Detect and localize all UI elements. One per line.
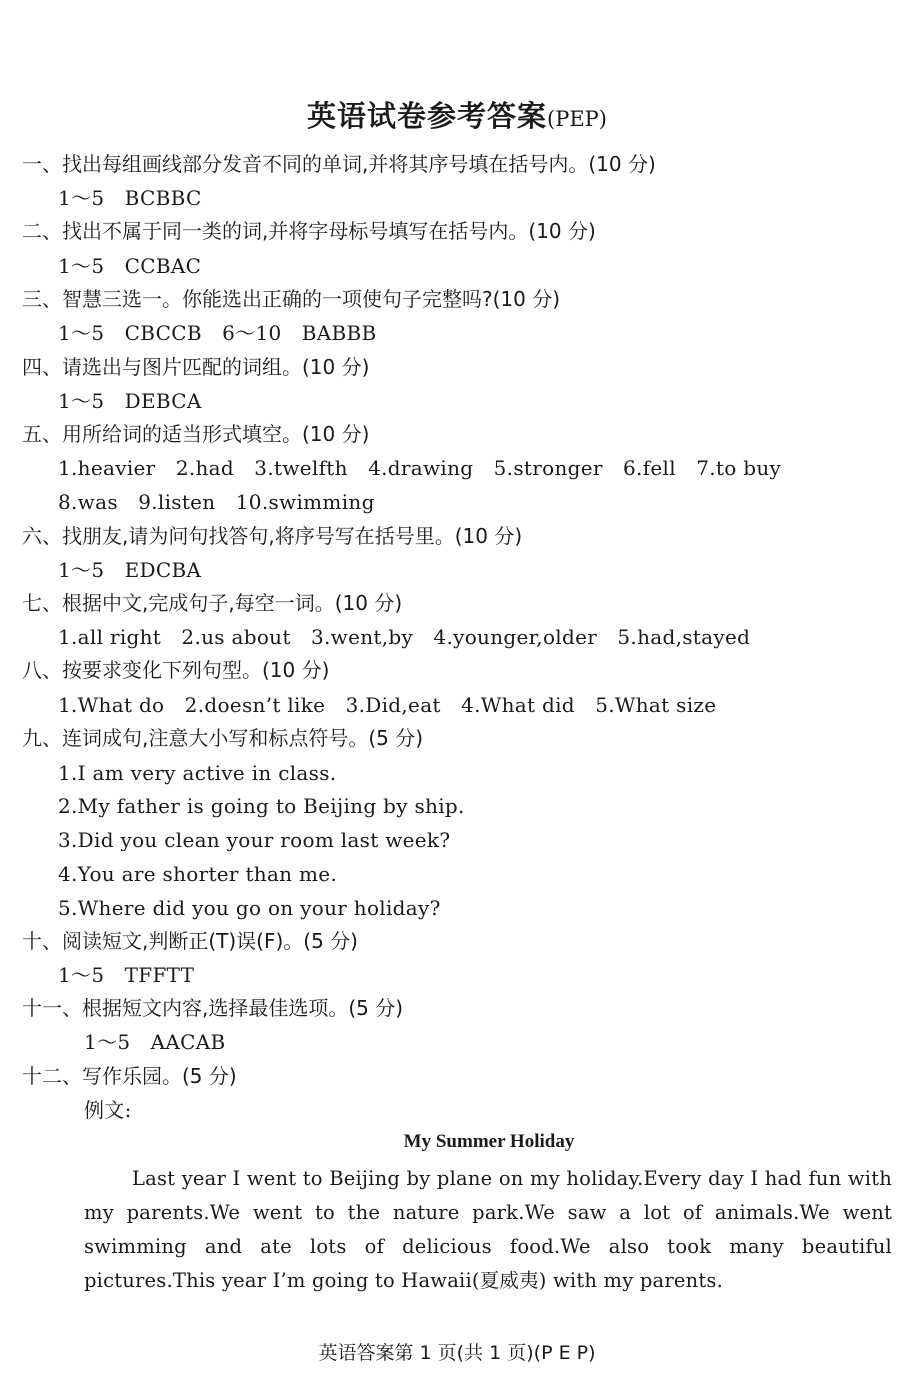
section-heading-5: 五、用所给词的适当形式填空。(10 分) [22, 422, 370, 446]
section-answer-9b: 2.My father is going to Beijing by ship. [58, 794, 465, 818]
section-answer-9e: 5.Where did you go on your holiday? [58, 896, 441, 920]
section-answer-8: 1.What do 2.doesn’t like 3.Did,eat 4.What did 5.What size [58, 693, 717, 717]
essay-body: Last year I went to Beijing by plane on my holiday.Every day I had fun with my parents.We went to the nature park.We saw a lot of animals.We went swimming and ate lots of delicious food.We also took many beautiful pictures.This year I’m going to Hawaii(夏威夷) with my parents. [84, 1167, 892, 1292]
essay-title: My Summer Holiday [403, 1131, 575, 1152]
section-answer-9d: 4.You are shorter than me. [58, 862, 338, 886]
section-answer-7: 1.all right 2.us about 3.went,by 4.younger,older 5.had,stayed [58, 625, 751, 649]
section-heading-12: 十二、写作乐园。(5 分) [22, 1064, 237, 1088]
page-footer: 英语答案第 1 页(共 1 页)(P E P) [318, 1342, 596, 1364]
title-sub: (PEP) [547, 107, 607, 131]
section-answer-5a: 1.heavier 2.had 3.twelfth 4.drawing 5.stronger 6.fell 7.to buy [58, 456, 782, 480]
section-heading-3: 三、智慧三选一。你能选出正确的一项使句子完整吗?(10 分) [22, 287, 561, 311]
section-answer-11: 1～5 AACAB [84, 1030, 226, 1054]
section-heading-8: 八、按要求变化下列句型。(10 分) [22, 658, 330, 682]
section-answer-9c: 3.Did you clean your room last week? [58, 828, 451, 852]
title-main: 英语试卷参考答案 [307, 99, 548, 133]
section-heading-10: 十、阅读短文,判断正(T)误(F)。(5 分) [22, 929, 358, 953]
page-title [0, 94, 914, 135]
section-heading-7: 七、根据中文,完成句子,每空一词。(10 分) [22, 591, 403, 615]
section-answer-5b: 8.was 9.listen 10.swimming [58, 490, 375, 514]
section-answer-6: 1～5 EDCBA [58, 558, 202, 582]
section-answer-4: 1～5 DEBCA [58, 389, 202, 413]
section-answer-2: 1～5 CCBAC [58, 254, 202, 278]
section-heading-9: 九、连词成句,注意大小写和标点符号。(5 分) [22, 726, 424, 750]
section-answer-3: 1～5 CBCCB 6～10 BABBB [58, 321, 377, 345]
section-answer-1: 1～5 BCBBC [58, 186, 202, 210]
section-heading-1: 一、找出每组画线部分发音不同的单词,并将其序号填在括号内。(10 分) [22, 152, 656, 176]
section-heading-11: 十一、根据短文内容,选择最佳选项。(5 分) [22, 996, 404, 1020]
section-answer-10: 1～5 TFFTT [58, 963, 195, 987]
sample-essay-label: 例文: [84, 1098, 132, 1122]
section-heading-2: 二、找出不属于同一类的词,并将字母标号填写在括号内。(10 分) [22, 219, 596, 243]
section-heading-6: 六、找朋友,请为问句找答句,将序号写在括号里。(10 分) [22, 524, 523, 548]
section-heading-4: 四、请选出与图片匹配的词组。(10 分) [22, 355, 370, 379]
section-answer-9a: 1.I am very active in class. [58, 761, 337, 785]
